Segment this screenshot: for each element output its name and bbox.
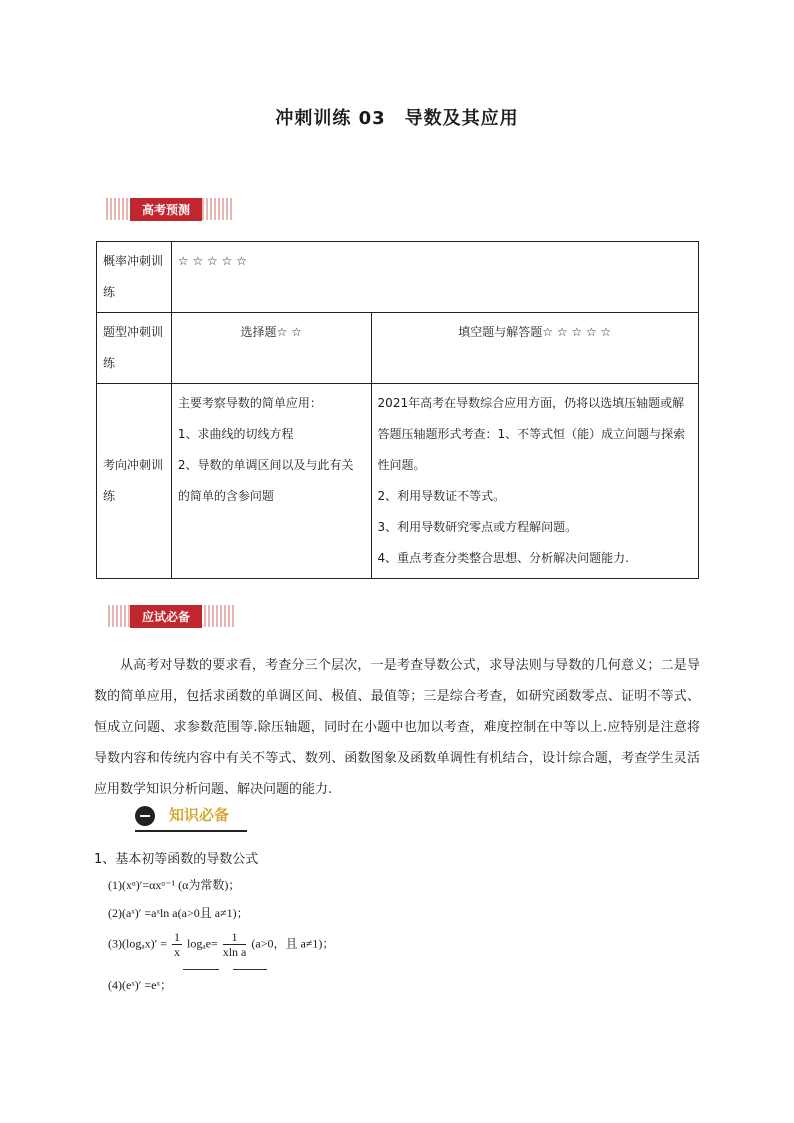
intro-paragraph: 从高考对导数的要求看，考查分三个层次，一是考查导数公式，求导法则与导数的几何意义；二是导数的简单应用，包括求函数的单调区间、极值、最值等；三是综合考查，如研究函数零点、证明不等式、恒成立问题、求参数范围等.除压轴题，同时在小题中也加以考查，难度控制在中等以上.应特别是注意将导数内容和传统内容中有关不等式、数列、函数图象及函数单调性有机结合，设计综合题，考查学生灵活应用数学知识分析问题、解决问题的能力. [94,658,700,797]
row-head: 考向冲刺训练 [97,384,172,579]
probability-stars: ☆ ☆ ☆ ☆ ☆ [171,242,698,313]
choice-question-cell: 选择题☆ ☆ [171,313,371,384]
formula-2: (2)(aˣ)′ =aˣln a(a>0且 a≠1)； [108,906,249,920]
focus-right-line: 3、利用导数研究零点或方程解问题。 [377,520,578,534]
fraction [223,930,247,959]
denominator: x [174,945,180,959]
row-head: 题型冲刺训练 [97,313,172,384]
numerator: 1 [223,930,247,945]
focus-left-line: 2、导数的单调区间以及与此有关的简单的含参问题 [177,458,354,503]
forecast-table [96,241,699,579]
heading-underline [135,830,247,832]
denominator: xln a [222,945,247,959]
formula-underline [183,969,219,970]
banner-forecast [106,198,202,220]
formula-3-mid: logₐe= [187,936,218,951]
focus-right-cell [371,384,698,579]
formula-underline [233,969,267,970]
section-heading: 1、基本初等函数的导数公式 [94,852,259,867]
formula-3-prefix: (3)(logₐx)′ = [108,936,167,951]
banner-prepare-label: 应试必备 [130,605,202,628]
knowledge-heading [135,804,247,830]
formula-1: (1)(xᵅ)′=αxᵅ⁻¹ (α为常数)； [108,878,241,892]
page-title: 冲刺训练 03 导数及其应用 [275,108,519,129]
formula-3 [108,930,334,959]
focus-left-line: 1、求曲线的切线方程 [177,427,294,441]
focus-right-line: 2021年高考在导数综合应用方面，仍将以选填压轴题或解答题压轴题形式考查：1、不等式恒（能）成立问题与探索性问题。 [377,396,686,472]
formula-4: (4)(eˣ)′ =eˣ； [108,978,172,992]
fill-question-cell: 填空题与解答题☆ ☆ ☆ ☆ ☆ [371,313,698,384]
numerator: 1 [174,930,180,944]
knowledge-label: 知识必备 [169,806,230,824]
focus-left-line: 主要考察导数的简单应用： [177,396,322,410]
row-head: 概率冲刺训练 [97,242,172,313]
fraction [172,930,182,959]
focus-left-cell [171,384,371,579]
table-row [97,242,699,313]
banner-forecast-label: 高考预测 [130,198,202,221]
minus-circle-icon [135,806,155,826]
banner-prepare [108,605,202,627]
table-row [97,313,699,384]
focus-right-line: 4、重点考查分类整合思想、分析解决问题能力. [377,551,629,565]
formula-3-suffix: (a>0，且 a≠1)； [251,936,335,951]
focus-right-line: 2、利用导数证不等式。 [377,489,506,503]
table-row [97,384,699,579]
